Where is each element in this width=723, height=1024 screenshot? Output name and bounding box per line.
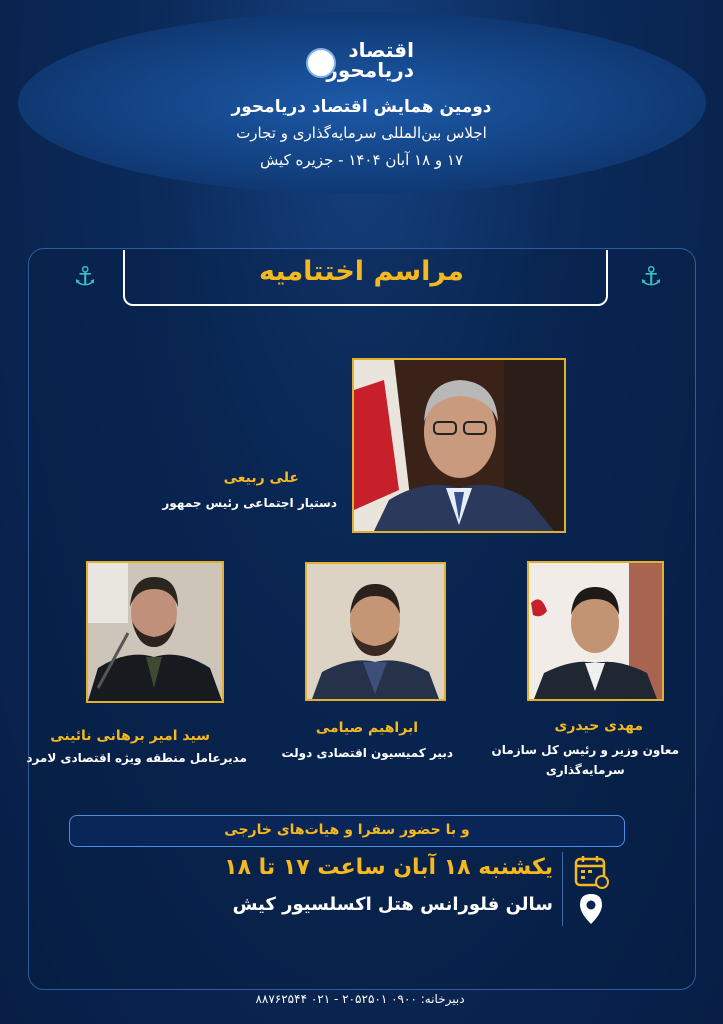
- speaker-role-2: دبیر کمیسیون اقتصادی دولت: [281, 746, 453, 760]
- logo: [300, 40, 426, 84]
- footer-label: دبیرخانه:: [420, 992, 465, 1006]
- speaker-role-1-line1: معاون وزیر و رئیس کل سازمان: [491, 743, 679, 757]
- guests-note: و با حضور سفرا و هیات‌های خارجی: [224, 822, 470, 838]
- speaker-name-2: ابراهیم صیامی: [315, 720, 418, 736]
- anchor-icon: ⚓: [639, 262, 663, 292]
- event-title: دومین همایش اقتصاد دریامحور: [231, 97, 492, 117]
- speaker-role-1-line2: سرمایه‌گذاری: [545, 763, 625, 777]
- event-subtitle: اجلاس بین‌المللی سرمایه‌گذاری و تجارت: [236, 124, 487, 142]
- event-when: یکشنبه ۱۸ آبان ساعت ۱۷ تا ۱۸: [224, 855, 553, 880]
- section-title: مراسم اختتامیه: [259, 256, 464, 287]
- anchor-icon: ⚓: [73, 262, 97, 292]
- speaker-name-1: مهدی حیدری: [554, 718, 643, 734]
- guests-bar: [69, 815, 625, 847]
- speaker-name-3: سید امیر برهانی نائینی: [50, 728, 210, 744]
- event-where: سالن فلورانس هتل اکسلسیور کیش: [232, 894, 553, 915]
- logo-line2: دریامحور: [326, 58, 414, 82]
- logo-line1: اقتصاد: [348, 38, 414, 62]
- location-pin-icon: [573, 891, 609, 927]
- speaker-role-3: مدیرعامل منطقه ویژه اقتصادی لامرد: [26, 751, 247, 765]
- speaker-photo-1: [527, 561, 664, 701]
- footer: [210, 992, 510, 1006]
- divider: [562, 852, 563, 926]
- event-date-place: ۱۷ و ۱۸ آبان ۱۴۰۴ - جزیره کیش: [259, 151, 464, 169]
- speaker-role-main: دستیار اجتماعی رئیس جمهور: [162, 496, 337, 510]
- calendar-icon: [573, 853, 609, 889]
- speaker-photo-3: [86, 561, 224, 703]
- speaker-photo-2: [305, 562, 446, 701]
- speaker-name-main: علی ربیعی: [223, 470, 299, 486]
- footer-phones: ۰۹۰۰ ۲۰۵۲۵۰۱ - ۰۲۱ ۸۸۷۶۲۵۴۴: [255, 992, 417, 1006]
- speaker-photo-main: [352, 358, 566, 533]
- speaker-role-1: [492, 740, 679, 780]
- logo-text: [326, 40, 414, 80]
